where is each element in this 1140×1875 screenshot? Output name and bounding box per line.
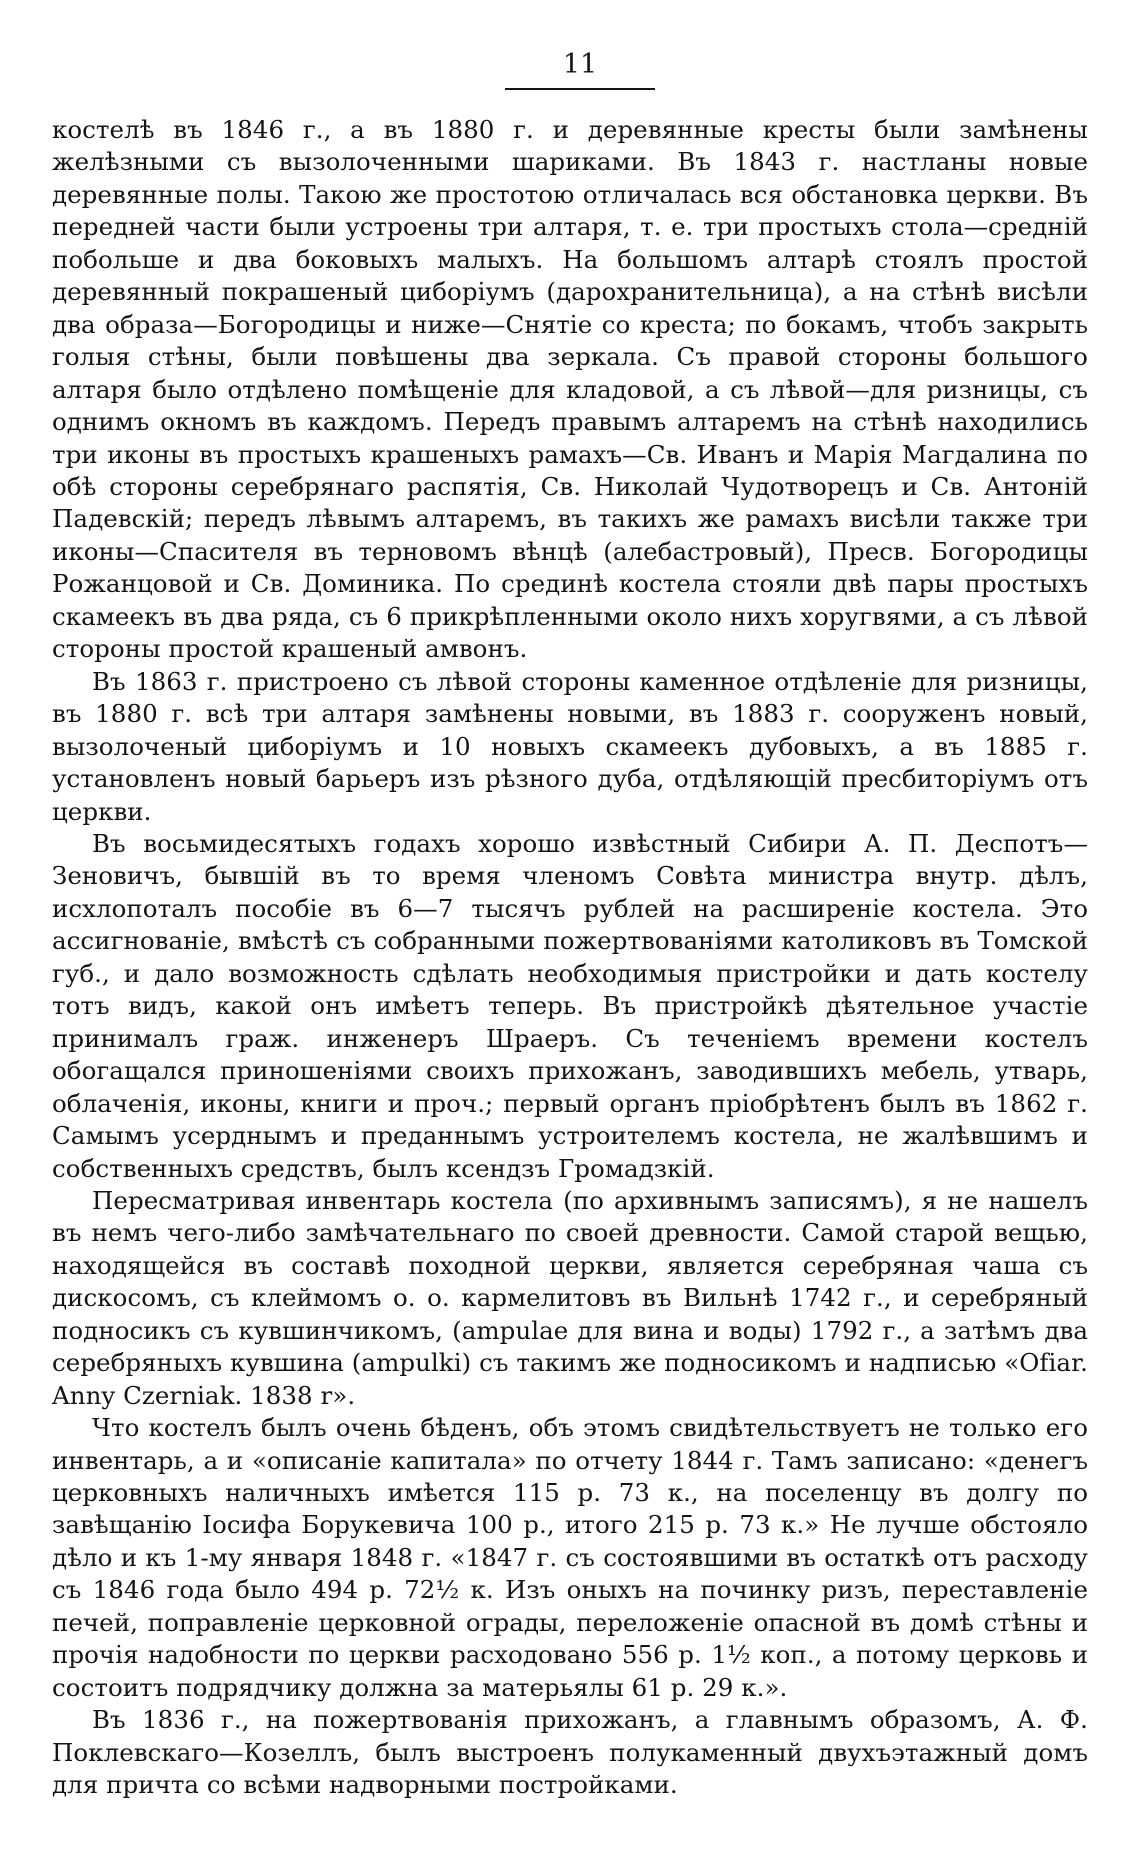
paragraph: Въ 1863 г. пристроено съ лѣвой стороны каменное отдѣленіе для ризницы, въ 1880 г. всѣ три алтаря замѣнены новыми, въ 1883 г. сооруженъ новый, вызолоченый циборіумъ и 10 новыхъ скамеекъ дубовыхъ, а въ 1885 г. установленъ новый барьеръ изъ рѣзного дуба, отдѣляющій пресбиторіумъ отъ церкви. — [52, 666, 1088, 826]
paragraph: Въ восьмидесятыхъ годахъ хорошо извѣстный Сибири А. П. Деспотъ—Зеновичъ, бывшій въ то время членомъ Совѣта министра внутр. дѣлъ, исхлопоталъ пособіе въ 6—7 тысячъ рублей на расширеніе костела. Это ассигнованіе, вмѣстѣ съ собранными пожертвованіями католиковъ въ Томской губ., и дало возможность сдѣлать необходимыя пристройки и дать костелу тотъ видъ, какой онъ имѣетъ теперь. Въ пристройкѣ дѣятельное участіе принималъ граж. инженеръ Шраеръ. Съ теченіемъ времени костелъ обогащался приношеніями своихъ прихожанъ, заводившихъ мебель, утварь, облаченія, иконы, книги и проч.; первый органъ пріобрѣтенъ былъ въ 1862 г. Самымъ усерднымъ и преданнымъ устроителемъ костела, не жалѣвшимъ и собственныхъ средствъ, былъ ксендзъ Громадзкій. — [52, 828, 1088, 1183]
paragraph: Пересматривая инвентарь костела (по архивнымъ записямъ), я не нашелъ въ немъ чего-либо замѣчательнаго по своей древности. Самой старой вещью, находящейся въ составѣ походной церкви, является серебряная чаша съ дискосомъ, съ клеймомъ о. о. кармелитовъ въ Вильнѣ 1742 г., и серебряный подносикъ съ кувшинчикомъ, (ampulae для вина и воды) 1792 г., а затѣмъ два серебряныхъ кувшина (ampulki) съ такимъ же подносикомъ и надписью «Ofiar. Anny Czerniak. 1838 r». — [52, 1185, 1088, 1410]
paragraph: Что костелъ былъ очень бѣденъ, объ этомъ свидѣтельствуетъ не только его инвентарь, а и «описаніе капитала» по отчету 1844 г. Тамъ записано: «денегъ церковныхъ наличныхъ имѣется 115 р. 73 к., на поселенцу въ долгу по завѣщанію Іосифа Борукевича 100 р., итого 215 р. 73 к.» Не лучше обстояло дѣло и къ 1-му января 1848 г. «1847 г. съ состоявшими въ остаткѣ отъ расходу съ 1846 года было 494 р. 72½ к. Изъ оныхъ на починку ризъ, переставленіе печей, поправленіе церковной ограды, переложеніе опасной въ домѣ стѣны и прочія надобности по церкви расходовано 556 р. 1½ коп., а потому церковь и состоитъ подрядчику должна за матерьялы 61 р. 29 к.». — [52, 1413, 1088, 1702]
page-number: 11 — [505, 48, 655, 90]
paragraph-continued: костелѣ въ 1846 г., а въ 1880 г. и деревянные кресты были замѣнены желѣзными съ вызолоченными шариками. Въ 1843 г. настланы новые деревянные полы. Такою же простотою отличалась вся обстановка церкви. Въ передней части были устроены три алтаря, т. е. три простыхъ стола—средній побольше и два боковыхъ малыхъ. На большомъ алтарѣ стоялъ простой деревянный покрашеный циборіумъ (дарохранительница), а на стѣнѣ висѣли два образа—Богородицы и ниже—Снятіе со креста; по бокамъ, чтобъ закрыть голыя стѣны, были повѣшены два зеркала. Съ правой стороны большого алтаря было отдѣлено помѣщеніе для кладовой, а съ лѣвой—для ризницы, съ однимъ окномъ въ каждомъ. Передъ правымъ алтаремъ на стѣнѣ находились три иконы въ простыхъ крашеныхъ рамахъ—Св. Иванъ и Марія Магдалина по обѣ стороны серебрянаго распятія, Св. Николай Чудотворецъ и Св. Антоній Падевскій; передъ лѣвымъ алтаремъ, въ такихъ же рамахъ висѣли также три иконы—Спасителя въ терновомъ вѣнцѣ (алебастровый), Пресв. Богородицы Рожанцовой и Св. Доминика. По срединѣ костела стояли двѣ пары простыхъ скамеекъ въ два ряда, съ 6 прикрѣпленными около нихъ хоругвями, а съ лѣвой стороны простой крашеный амвонъ. — [52, 115, 1088, 664]
paragraph: Въ 1836 г., на пожертвованія прихожанъ, а главнымъ образомъ, А. Ф. Поклевскаго—Козеллъ, былъ выстроенъ полукаменный двухъэтажный домъ для причта со всѣми надворными постройками. — [52, 1705, 1088, 1800]
page-text — [52, 114, 1088, 1802]
